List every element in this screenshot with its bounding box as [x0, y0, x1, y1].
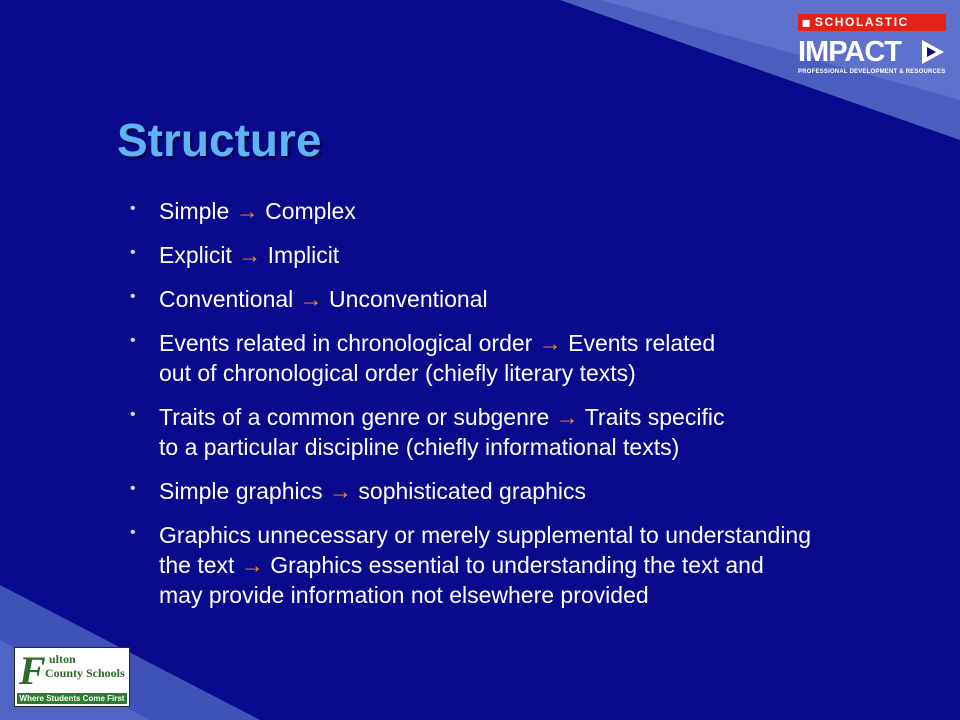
arrow-icon: →: [238, 242, 262, 268]
bullet-icon: •: [130, 200, 136, 217]
book-icon: ◼: [802, 18, 812, 29]
bullet-item: [130, 284, 930, 314]
bullet-icon: •: [130, 406, 136, 423]
line-text: Explicit: [159, 242, 239, 268]
bullet-icon: •: [130, 332, 136, 349]
fulton-county-logo: [14, 647, 130, 707]
play-arrow-icon: [922, 40, 944, 64]
line-text: Simple graphics: [159, 478, 330, 504]
slide-title: Structure: [117, 114, 322, 166]
line-text: sophisticated graphics: [352, 478, 586, 504]
bullet-item: [130, 240, 930, 270]
logo-name-line1: ulton: [49, 652, 76, 666]
bullet-item: [130, 476, 930, 506]
line-text: Conventional: [159, 286, 300, 312]
product-name: IMPACT: [798, 36, 902, 68]
line-text: the text: [159, 552, 241, 578]
line-text: Implicit: [261, 242, 340, 268]
bullet-line: [159, 284, 930, 314]
bullet-list: [130, 196, 930, 624]
arrow-icon: →: [329, 478, 353, 504]
bullet-icon: •: [130, 288, 136, 305]
bullet-line: [159, 520, 930, 550]
logo-initial: F: [19, 648, 46, 693]
bullet-icon: •: [130, 524, 136, 541]
bullet-line: [159, 328, 930, 358]
scholastic-logo: [798, 14, 946, 31]
line-text: Graphics essential to understanding the text and: [263, 552, 764, 578]
line-text: Complex: [258, 198, 356, 224]
bullet-line: [159, 432, 930, 462]
bullet-line: [159, 402, 930, 432]
publisher-name: SCHOLASTIC: [814, 15, 909, 29]
product-tagline: PROFESSIONAL DEVELOPMENT & RESOURCES: [798, 69, 946, 75]
bullet-line: [159, 550, 930, 580]
logo-tagline: Where Students Come First: [17, 693, 127, 704]
line-text: Graphics unnecessary or merely supplemental to understanding: [159, 522, 812, 548]
bullet-icon: •: [130, 480, 136, 497]
line-text: Events related: [561, 330, 716, 356]
bullet-icon: •: [130, 244, 136, 261]
bullet-line: [159, 580, 930, 610]
line-text: may provide information not elsewhere provided: [159, 582, 649, 608]
line-text: Unconventional: [322, 286, 488, 312]
bullet-line: [159, 476, 930, 506]
brand-logo: [798, 14, 946, 75]
line-text: to a particular discipline (chiefly informational texts): [159, 434, 680, 460]
bullet-item: [130, 328, 930, 388]
bullet-item: [130, 402, 930, 462]
line-text: Simple: [159, 198, 236, 224]
arrow-icon: →: [299, 286, 323, 312]
line-text: Traits of a common genre or subgenre: [159, 404, 556, 430]
bullet-line: [159, 358, 930, 388]
arrow-icon: →: [240, 552, 264, 578]
arrow-icon: →: [235, 198, 259, 224]
bullet-item: [130, 196, 930, 226]
arrow-icon: →: [555, 404, 579, 430]
logo-name-line2: County Schools: [45, 666, 125, 680]
line-text: out of chronological order (chiefly literary texts): [159, 360, 636, 386]
bullet-line: [159, 240, 930, 270]
bullet-item: [130, 520, 930, 610]
impact-logo: [798, 37, 946, 67]
arrow-icon: →: [538, 330, 562, 356]
logo-name: [39, 652, 125, 680]
line-text: Events related in chronological order: [159, 330, 539, 356]
bullet-line: [159, 196, 930, 226]
line-text: Traits specific: [578, 404, 725, 430]
